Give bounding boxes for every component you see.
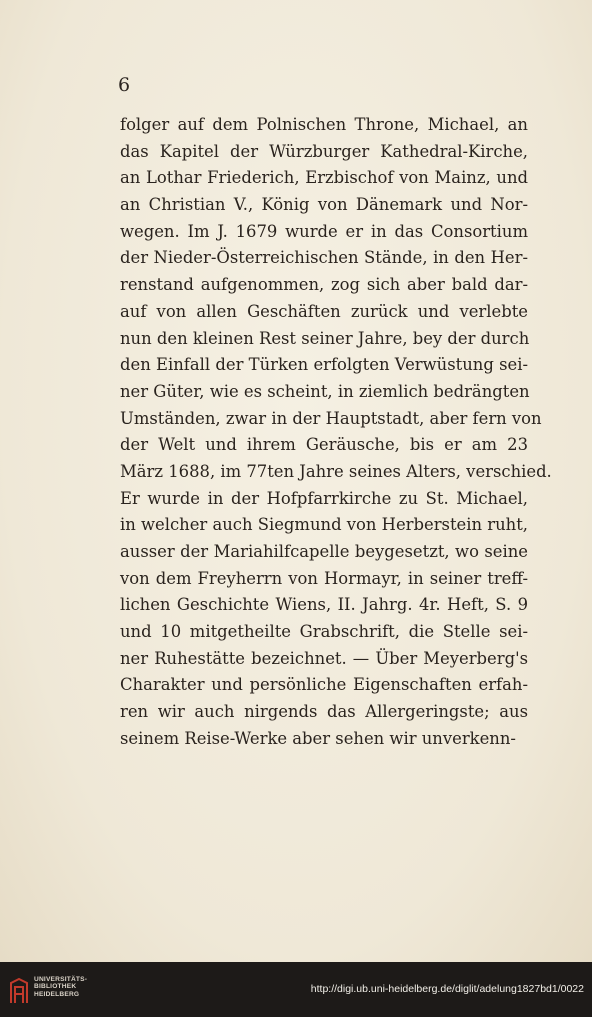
text-line: in welcher auch Siegmund von Herberstein ruht,	[120, 515, 528, 535]
text-line: das Kapitel der Würzburger Kathedral-Kirche,	[120, 141, 528, 161]
text-line: Er wurde in der Hofpfarrkirche zu St. Michael,	[120, 488, 528, 508]
text-line: wegen. Im J. 1679 wurde er in das Consortium	[120, 221, 528, 241]
source-url-link[interactable]: http://digi.ub.uni-heidelberg.de/diglit/adelung1827bd1/0022	[310, 983, 584, 995]
page-number: 6	[118, 74, 131, 96]
text-line: und 10 mitgetheilte Grabschrift, die Stelle sei-	[120, 622, 528, 642]
text-line: ren wir auch nirgends das Allergeringste; aus	[120, 702, 528, 722]
text-line: renstand aufgenommen, zog sich aber bald dar-	[120, 275, 528, 295]
institution-line: HEIDELBERG	[34, 990, 80, 998]
text-line: ner Ruhestätte bezeichnet. — Über Meyerberg's	[120, 648, 528, 668]
text-line: der Nieder-Österreichischen Stände, in den Her-	[120, 248, 528, 268]
text-line: den Einfall der Türken erfolgten Verwüstung sei-	[120, 355, 528, 375]
text-line: an Lothar Friederich, Erzbischof von Mainz, und	[120, 168, 528, 188]
text-line: ausser der Mariahilfcapelle beygesetzt, wo seine	[120, 542, 528, 561]
institution-name	[34, 976, 87, 998]
text-line: seinem Reise-Werke aber sehen wir unverkenn-	[120, 728, 516, 748]
text-line: an Christian V., König von Dänemark und Nor-	[120, 195, 528, 215]
text-line: nun den kleinen Rest seiner Jahre, bey der durch	[120, 328, 530, 348]
text-line: folger auf dem Polnischen Throne, Michael, an	[120, 115, 528, 134]
text-line: auf von allen Geschäften zurück und verlebte	[120, 301, 528, 321]
institution-line: BIBLIOTHEK	[34, 983, 77, 991]
text-line: ner Güter, wie es scheint, in ziemlich bedrängten	[120, 381, 530, 401]
heidelberg-library-logo-icon	[8, 977, 30, 1005]
text-line: Charakter und persönliche Eigenschaften erfah-	[120, 675, 528, 695]
page-text	[120, 112, 552, 753]
text-line: von dem Freyherrn von Hormayr, in seiner treff-	[120, 568, 528, 588]
viewer-footer	[0, 962, 592, 1017]
text-line: lichen Geschichte Wiens, II. Jahrg. 4r. Heft, S. 9	[120, 595, 528, 615]
text-line: der Welt und ihrem Geräusche, bis er am 23	[120, 435, 528, 455]
institution-line: UNIVERSITÄTS-	[34, 976, 88, 983]
text-line: März 1688, im 77ten Jahre seines Alters, verschied.	[120, 461, 552, 481]
text-line: Umständen, zwar in der Hauptstadt, aber fern von	[120, 408, 542, 428]
